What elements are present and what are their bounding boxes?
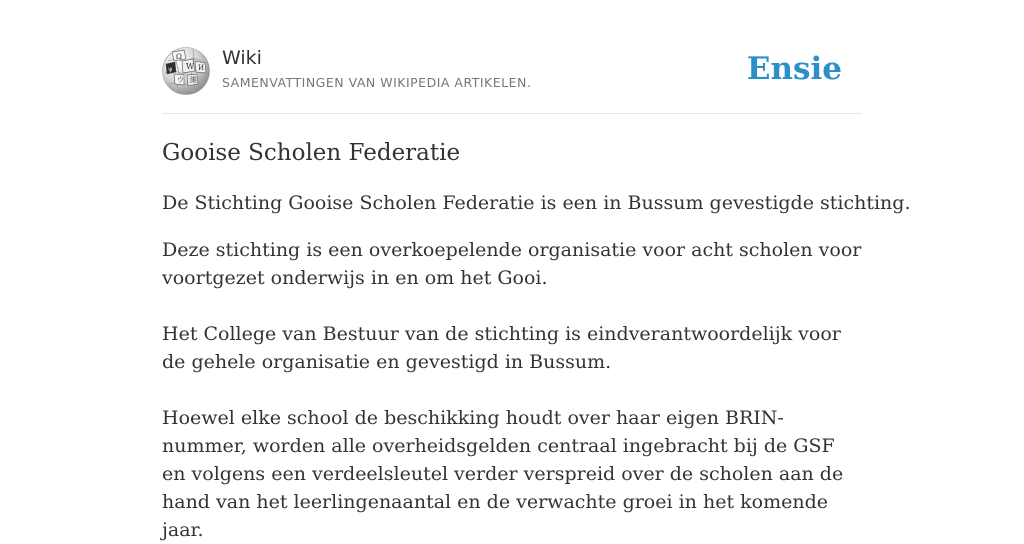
svg-text:И: И (198, 64, 205, 72)
svg-text:W: W (186, 62, 195, 71)
wikipedia-globe-icon[interactable] (162, 47, 210, 95)
brand-logo[interactable]: Ensie (746, 51, 842, 87)
svg-text:維: 維 (190, 76, 197, 84)
svg-text:ウ: ウ (177, 76, 184, 84)
site-name[interactable]: Wiki (222, 47, 262, 69)
article-paragraph: Het College van Bestuur van de stichting is eindverantwoordelijk voor de gehele organisatie en gevestigd in Bussum. (162, 323, 841, 373)
page-title: Gooise Scholen Federatie (162, 140, 461, 166)
svg-text:Ω: Ω (176, 53, 182, 61)
svg-text:ψ: ψ (168, 66, 173, 73)
site-tagline: SAMENVATTINGEN VAN WIKIPEDIA ARTIKELEN. (222, 75, 532, 90)
article-paragraph: Hoewel elke school de beschikking houdt over haar eigen BRIN-nummer, worden alle overheidsgelden centraal ingebracht bij de GSF en volgens een verdeelsleutel verder verspreid over de scholen aan de hand van het leerlingenaantal en de verwachte groei in het komende jaar. (162, 407, 844, 541)
article-paragraph: Deze stichting is een overkoepelende organisatie voor acht scholen voor voortgezet onderwijs in en om het Gooi. (162, 239, 862, 289)
site-header (162, 0, 862, 114)
content-container (162, 0, 911, 544)
article-intro: De Stichting Gooise Scholen Federatie is een in Bussum gevestigde stichting. (162, 192, 911, 214)
